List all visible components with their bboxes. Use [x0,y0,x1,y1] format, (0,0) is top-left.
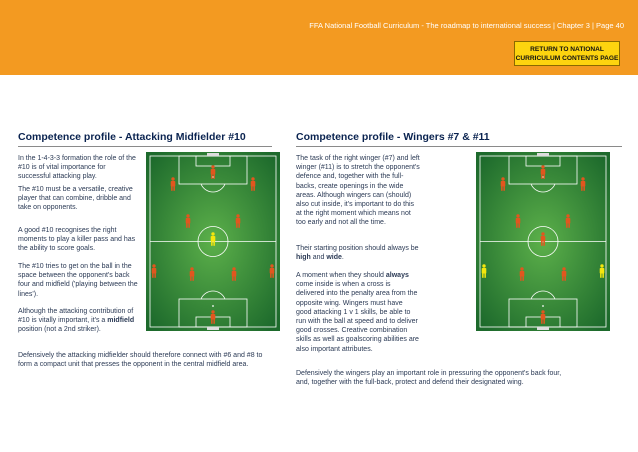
left-para-3: A good #10 recognises the right moments to play a killer pass and has the ability to score goals. [18,227,136,253]
right-title-rule [296,146,622,147]
right-para-3: A moment when they should always come inside is when a cross is delivered into the penalty area from the opposite wing. Wingers must have good attacking 1 v 1 skills, be able to run with the ball at speed and to deliver good crosses. Creative combination skills as well as goalscoring abilities are also important attributes. [296,272,419,353]
left-para-6: Defensively the attacking midfielder should therefore connect with #6 and #8 to form a compact unit that presses the opponent in the central midfield area. [18,352,263,369]
right-para-4: Defensively the wingers play an important role in pressuring the opponent's back four, and, together with the full-back, protect and defend their designated wing. [296,370,562,387]
pitch-diagram-wingers [476,152,610,331]
bold-wide: wide [326,254,342,262]
left-title-rule [18,146,272,147]
return-button-line2: CURRICULUM CONTENTS PAGE [515,55,619,62]
bold-always: always [385,272,409,279]
left-para-4: The #10 tries to get on the ball in the space between the opponent's back four and midfield ('playing between the lines'). [18,263,138,298]
left-section-title: Competence profile - Attacking Midfielder #10 [18,131,246,143]
right-para-2: Their starting position should always be high and wide. [296,245,419,262]
return-to-contents-button[interactable] [514,41,620,66]
right-section-title: Competence profile - Wingers #7 & #11 [296,131,490,143]
running-title: FFA National Football Curriculum - The roadmap to international success | Chapter 3 | Page 40 [309,21,624,30]
pitch-diagram-attacking-midfielder [146,152,280,331]
right-para-1: The task of the right winger (#7) and left winger (#11) is to stretch the opponent's defence and, together with the full-backs, create openings in the wide areas. Although wingers can (should) also cut inside, it's important to do this at the right moment which means not too early and not all the time. [296,155,420,227]
bold-high: high [296,254,311,262]
left-para-5: Although the attacking contribution of #10 is vitally important, it's a midfield position (not a 2nd striker). [18,308,135,334]
bold-midfield: midfield [107,317,135,325]
left-para-1: In the 1-4-3-3 formation the role of the #10 is of vital importance for successful attacking play. [18,155,136,181]
left-para-2: The #10 must be a versatile, creative player that can combine, dribble and take on opponents. [18,186,133,212]
header-band [0,0,638,75]
return-button-line1: RETURN TO NATIONAL [530,46,604,53]
